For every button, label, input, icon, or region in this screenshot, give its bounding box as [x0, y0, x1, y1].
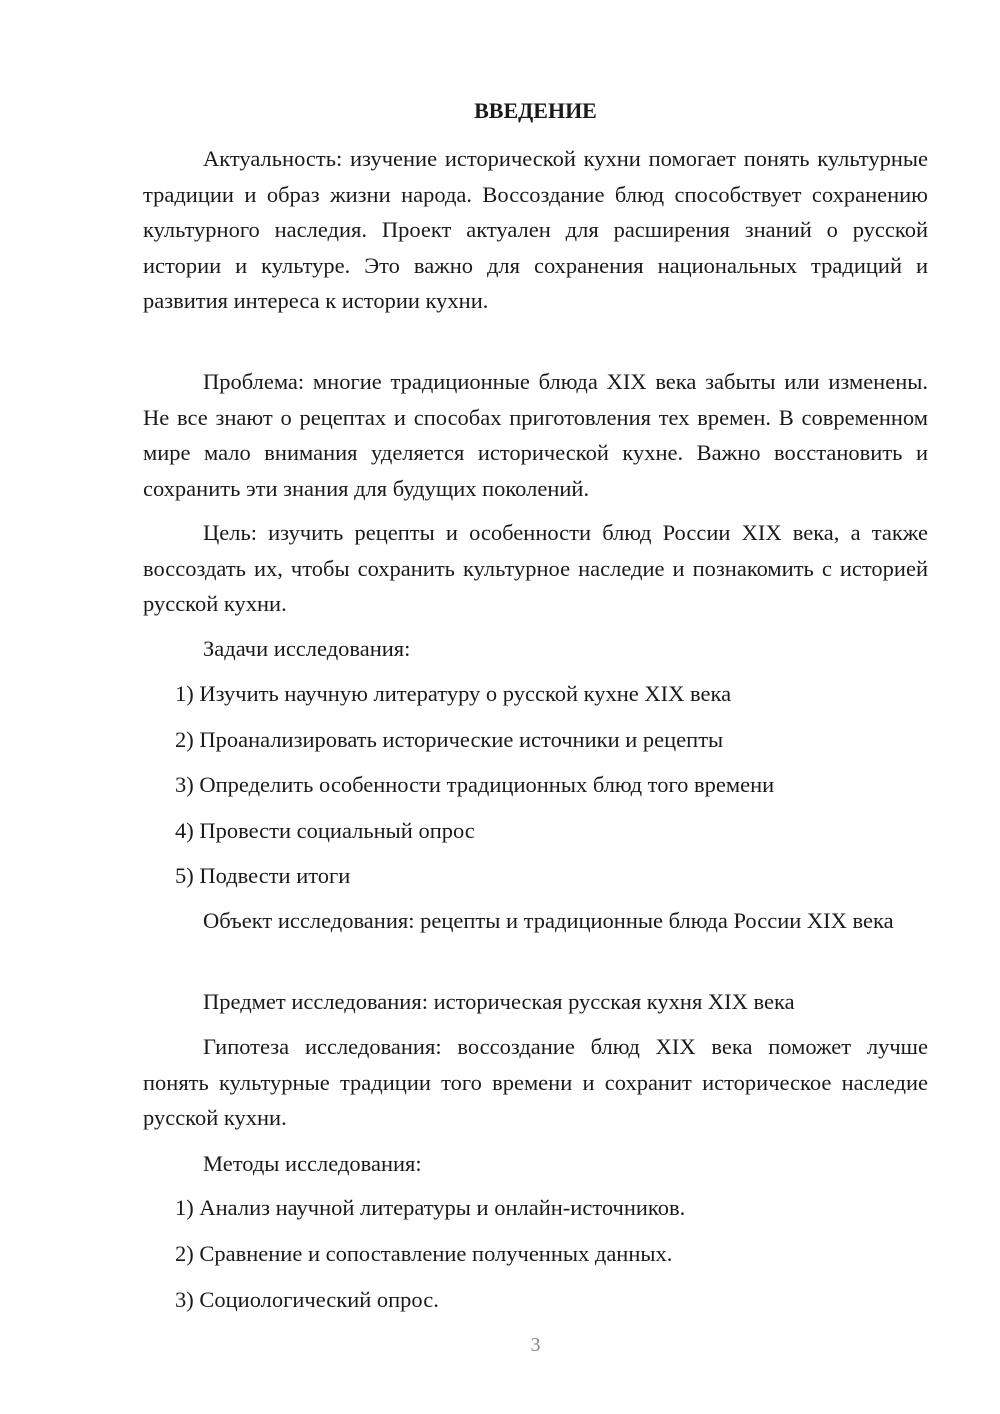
method-item: 1) Анализ научной литературы и онлайн-источников.: [175, 1195, 686, 1220]
task-item: 4) Провести социальный опрос: [175, 818, 475, 843]
methods-heading: Методы исследования:: [203, 1151, 422, 1176]
page-number: 3: [530, 1334, 541, 1356]
hypothesis-paragraph: Гипотеза исследования: воссоздание блюд XIX века поможет лучше понять культурные традиции того времени и сохранит историческое наследие русской кухни.: [143, 1034, 928, 1130]
method-item: 2) Сравнение и сопоставление полученных данных.: [175, 1241, 673, 1266]
task-item: 5) Подвести итоги: [175, 863, 351, 888]
goal-paragraph: Цель: изучить рецепты и особенности блюд России XIX века, а также воссоздать их, чтобы сохранить культурное наследие и познакомить с историей русской кухни.: [143, 520, 928, 616]
page-title: ВВЕДЕНИЕ: [474, 98, 597, 123]
method-item: 3) Социологический опрос.: [175, 1287, 439, 1312]
object-paragraph: Объект исследования: рецепты и традиционные блюда России XIX века: [203, 908, 894, 933]
task-item: 2) Проанализировать исторические источники и рецепты: [175, 727, 724, 752]
task-item: 1) Изучить научную литературу о русской кухне XIX века: [175, 681, 732, 706]
document-page: [143, 0, 928, 1414]
tasks-heading: Задачи исследования:: [203, 636, 411, 661]
task-item: 3) Определить особенности традиционных блюд того времени: [175, 772, 775, 797]
problem-paragraph: Проблема: многие традиционные блюда XIX века забыты или изменены. Не все знают о рецептах и способах приготовления тех времен. В современном мире мало внимания уделяется исторической кухне. Важно восстановить и сохранить эти знания для будущих поколений.: [143, 369, 928, 501]
subject-paragraph: Предмет исследования: историческая русская кухня XIX века: [203, 989, 795, 1014]
relevance-paragraph: Актуальность: изучение исторической кухни помогает понять культурные традиции и образ жизни народа. Воссоздание блюд способствует сохранению культурного наследия. Проект актуален для расширения знаний о русской истории и культуре. Это важно для сохранения национальных традиций и развития интереса к истории кухни.: [143, 146, 928, 313]
